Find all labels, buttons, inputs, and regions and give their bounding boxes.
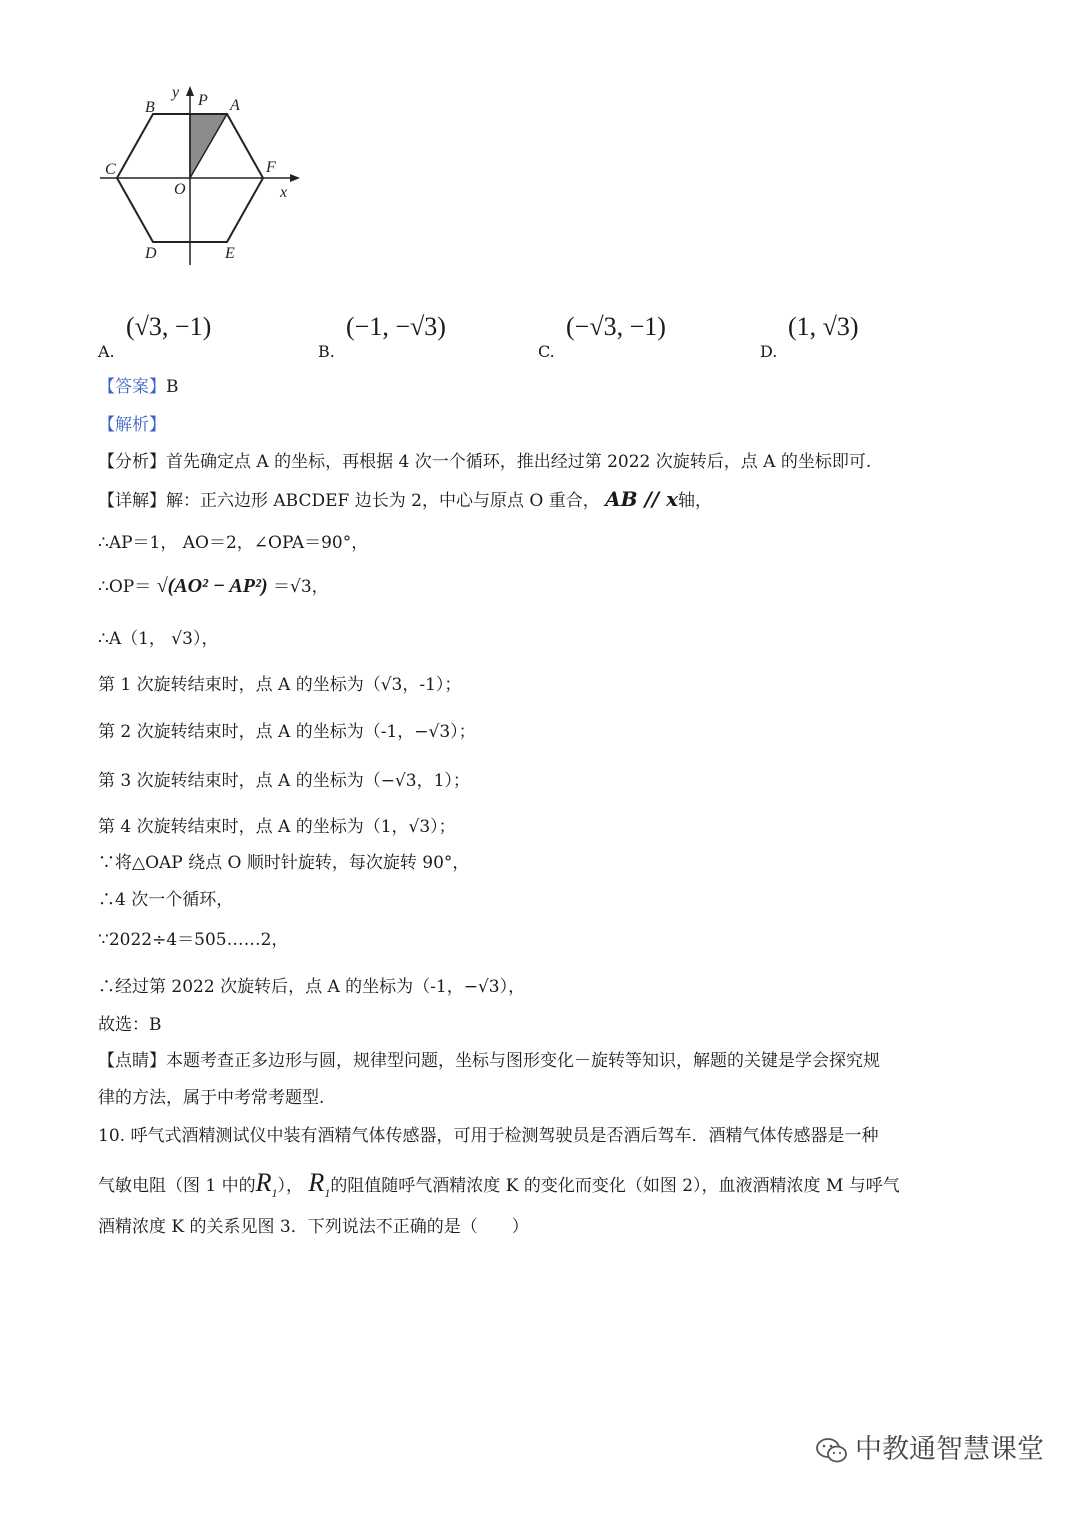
label-E: E bbox=[225, 245, 235, 262]
r1-symbol-2: $R_1$ bbox=[308, 1168, 331, 1201]
label-D: D bbox=[145, 245, 157, 262]
option-b-value: (−1, −√3) bbox=[346, 312, 446, 341]
answer-tag: 【答案】 bbox=[98, 377, 166, 397]
step-5: ∴4 次一个循环， bbox=[98, 890, 234, 910]
label-O: O bbox=[174, 181, 186, 198]
y-axis-arrow bbox=[186, 86, 194, 96]
rotation-1: 第 1 次旋转结束时，点 A 的坐标为（√3，-1）； bbox=[98, 675, 462, 695]
label-B: B bbox=[145, 99, 155, 116]
step-1: ∴AP＝1， AO＝2，∠OPA＝90°， bbox=[98, 533, 369, 553]
analysis-heading: 【解析】 bbox=[98, 415, 166, 435]
label-F: F bbox=[266, 159, 276, 176]
step-6: ∵2022÷4＝505……2， bbox=[98, 930, 289, 950]
step-3: ∴A（1， √3）， bbox=[98, 629, 219, 649]
x-axis-arrow bbox=[290, 174, 300, 182]
watermark: 中教通智慧课堂 bbox=[815, 1427, 1044, 1466]
op-formula: √(AO² − AP²) bbox=[156, 575, 268, 597]
ab-parallel-formula: AB // x bbox=[605, 487, 678, 511]
question-10-line-1: 10. 呼气式酒精测试仪中装有酒精气体传感器，可用于检测驾驶员是否酒后驾车．酒精气体传感器是一种 bbox=[98, 1126, 879, 1146]
xiangjie-line: 【详解】解：正六边形 ABCDEF 边长为 2，中心与原点 O 重合， AB // x轴， bbox=[98, 487, 712, 511]
step-7: ∴经过第 2022 次旋转后，点 A 的坐标为（-1，−√3）， bbox=[98, 977, 526, 997]
step-8: 故选：B bbox=[98, 1015, 162, 1035]
question-10-line-3: 酒精浓度 K 的关系见图 3．下列说法不正确的是（ ） bbox=[98, 1217, 529, 1237]
step-2: ∴OP＝ √(AO² − AP²) ＝√3， bbox=[98, 575, 329, 597]
rotation-2: 第 2 次旋转结束时，点 A 的坐标为（-1，−√3）； bbox=[98, 722, 476, 742]
rotation-3: 第 3 次旋转结束时，点 A 的坐标为（−√3，1）； bbox=[98, 771, 470, 791]
label-A: A bbox=[230, 97, 240, 114]
answer-line bbox=[98, 372, 179, 397]
label-C: C bbox=[105, 161, 116, 178]
hexagon-figure bbox=[90, 80, 320, 280]
shaded-triangle-opa bbox=[190, 114, 227, 178]
step-4: ∵将△OAP 绕点 O 顺时针旋转，每次旋转 90°， bbox=[98, 853, 470, 873]
fenxi-line: 【分析】首先确定点 A 的坐标，再根据 4 次一个循环，推出经过第 2022 次旋转后，点 A 的坐标即可. bbox=[98, 452, 872, 472]
dianjing-line-1: 【点睛】本题考查正多边形与圆，规律型问题，坐标与图形变化－旋转等知识，解题的关键是学会探究规 bbox=[98, 1051, 880, 1071]
label-x: x bbox=[280, 184, 288, 201]
option-d-value: (1, √3) bbox=[788, 312, 859, 341]
dianjing-line-2: 律的方法，属于中考常考题型. bbox=[98, 1088, 325, 1108]
option-a-value: (√3, −1) bbox=[126, 312, 212, 341]
options-row: A. (√3, −1) B. (−1, −√3) C. (−√3, −1) D. (1, √3) bbox=[98, 312, 859, 361]
label-P: P bbox=[198, 92, 208, 109]
question-10-line-2: 气敏电阻（图 1 中的$R_1$）， $R_1$的阻值随呼气酒精浓度 K 的变化而变化（如图 2），血液酒精浓度 M 与呼气 bbox=[98, 1168, 900, 1201]
label-y: y bbox=[172, 84, 180, 101]
wechat-icon bbox=[815, 1436, 849, 1466]
answer-value: B bbox=[166, 377, 179, 397]
r1-symbol: $R_1$ bbox=[255, 1168, 278, 1201]
option-c-value: (−√3, −1) bbox=[566, 312, 666, 341]
rotation-4: 第 4 次旋转结束时，点 A 的坐标为（1，√3）； bbox=[98, 817, 456, 837]
